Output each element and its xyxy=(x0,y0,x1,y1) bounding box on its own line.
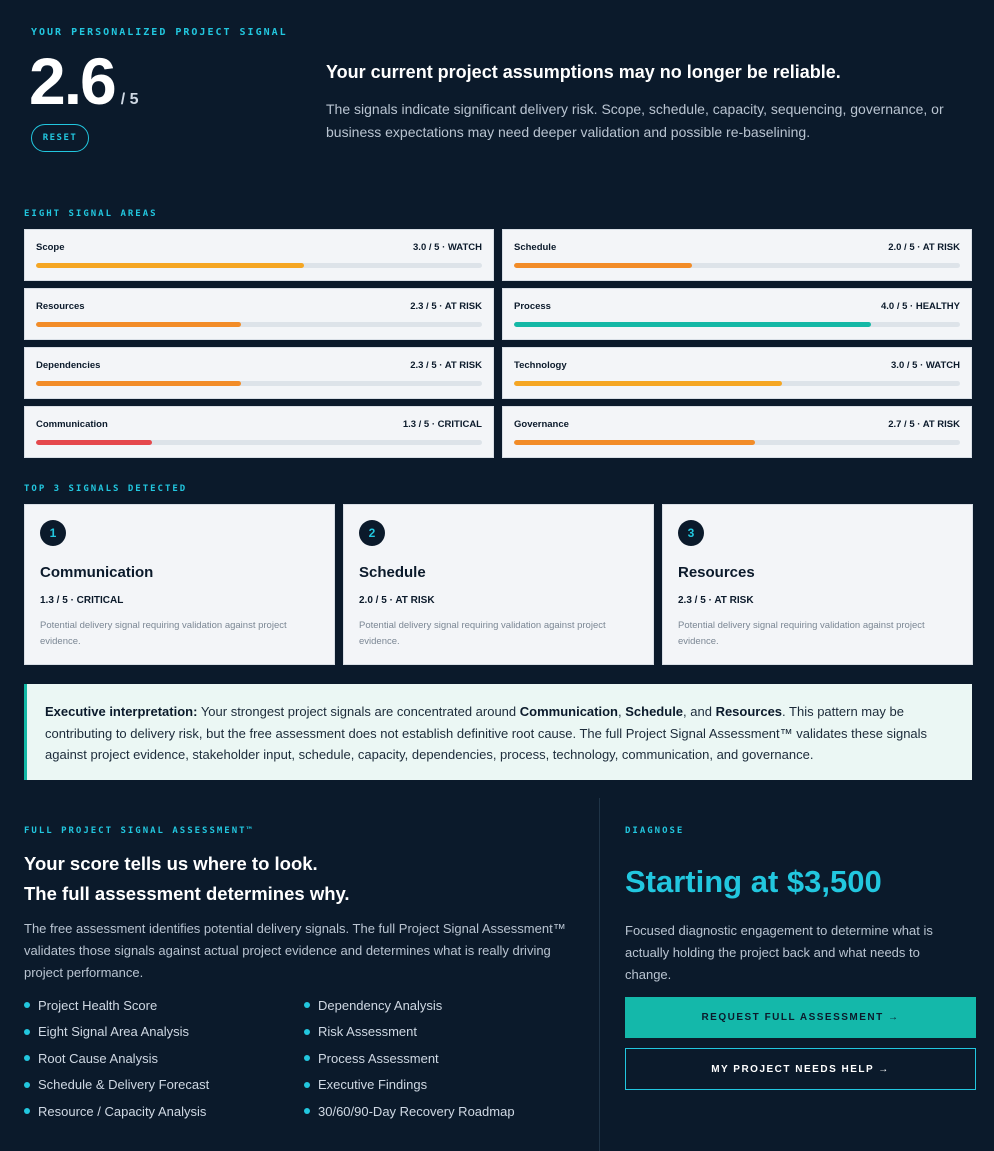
diagnose-label: DIAGNOSE xyxy=(625,826,685,836)
exec-signal: Schedule xyxy=(625,704,684,719)
signal-bar-track xyxy=(514,322,960,327)
rank-badge: 2 xyxy=(359,520,385,546)
signal-area-status: 2.3 / 5 · AT RISK xyxy=(410,301,482,312)
signal-area-header xyxy=(514,242,960,253)
top-signal-description: Potential delivery signal requiring validation against project evidence. xyxy=(678,620,925,647)
feature-label: Root Cause Analysis xyxy=(38,1050,158,1066)
feature-item xyxy=(304,1076,584,1094)
signal-bar-track xyxy=(514,381,960,386)
signal-area-name: Resources xyxy=(36,301,85,312)
signal-area-name: Scope xyxy=(36,242,65,253)
bullet-dot-icon xyxy=(304,1082,310,1088)
signal-bar-track xyxy=(36,440,482,445)
bullet-dot-icon xyxy=(304,1002,310,1008)
feature-label: Dependency Analysis xyxy=(318,997,443,1013)
bullet-dot-icon xyxy=(304,1055,310,1061)
full-assessment-label: FULL PROJECT SIGNAL ASSESSMENT™ xyxy=(24,826,254,836)
signal-bar-track xyxy=(36,263,482,268)
project-help-button[interactable]: MY PROJECT NEEDS HELP → xyxy=(625,1048,976,1090)
signal-bar-fill xyxy=(514,322,871,327)
signal-bar-fill xyxy=(514,440,755,445)
bullet-dot-icon xyxy=(24,1055,30,1061)
top-signal-name: Schedule xyxy=(359,564,426,581)
bullet-dot-icon xyxy=(24,1108,30,1114)
full-assessment-description: The free assessment identifies potential delivery signals. The full Project Signal Assessment™ validates those signals against actual project evidence and determines what is really driving project performance. xyxy=(24,921,566,980)
top-signals-label: TOP 3 SIGNALS DETECTED xyxy=(24,484,188,494)
exec-text: Your strongest project signals are concentrated around xyxy=(197,704,520,719)
hero-label: YOUR PERSONALIZED PROJECT SIGNAL xyxy=(31,27,288,38)
signal-area-name: Communication xyxy=(36,419,108,430)
exec-sep: , and xyxy=(683,704,716,719)
feature-label: 30/60/90-Day Recovery Roadmap xyxy=(318,1103,515,1119)
signal-area-card xyxy=(24,406,494,458)
feature-list xyxy=(24,996,584,1120)
top-signal-name: Resources xyxy=(678,564,755,581)
top-signal-score: 2.3 / 5 · AT RISK xyxy=(678,595,754,606)
bullet-dot-icon xyxy=(24,1082,30,1088)
title-line: The full assessment determines why. xyxy=(24,883,350,904)
signal-area-card xyxy=(24,229,494,281)
signal-bar-track xyxy=(514,440,960,445)
feature-label: Resource / Capacity Analysis xyxy=(38,1103,207,1119)
score-max: / 5 xyxy=(120,91,139,108)
signal-bar-fill xyxy=(36,440,152,445)
rank-badge: 3 xyxy=(678,520,704,546)
signal-area-header xyxy=(36,301,482,312)
feature-label: Eight Signal Area Analysis xyxy=(38,1024,190,1039)
reset-button[interactable]: RESET xyxy=(31,124,89,152)
feature-label: Schedule & Delivery Forecast xyxy=(38,1077,210,1092)
feature-item xyxy=(304,1049,584,1067)
top-signal-score: 2.0 / 5 · AT RISK xyxy=(359,595,435,606)
feature-item xyxy=(24,1076,304,1094)
signal-bar-fill xyxy=(36,381,241,386)
signal-area-header xyxy=(514,301,960,312)
signal-bar-track xyxy=(36,381,482,386)
feature-item xyxy=(304,1023,584,1041)
bullet-dot-icon xyxy=(304,1029,310,1035)
signal-area-status: 2.0 / 5 · AT RISK xyxy=(888,242,960,253)
signal-area-header xyxy=(36,419,482,430)
feature-label: Risk Assessment xyxy=(318,1024,417,1039)
top-signal-card xyxy=(343,504,654,665)
section-divider xyxy=(599,798,600,1151)
signal-area-header xyxy=(36,242,482,253)
signal-area-card xyxy=(502,347,972,399)
top-signals-grid xyxy=(24,504,972,665)
signal-area-name: Schedule xyxy=(514,242,557,253)
exec-lead: Executive interpretation: xyxy=(45,704,198,719)
signal-bar-track xyxy=(36,322,482,327)
feature-label: Project Health Score xyxy=(38,997,158,1013)
top-signal-name: Communication xyxy=(40,564,154,581)
hero-title: Your current project assumptions may no longer be reliable. xyxy=(326,62,841,82)
signal-area-status: 2.7 / 5 · AT RISK xyxy=(888,419,960,430)
top-signal-score: 1.3 / 5 · CRITICAL xyxy=(40,595,124,606)
signal-area-card xyxy=(502,288,972,340)
rank-badge: 1 xyxy=(40,520,66,546)
signal-area-status: 3.0 / 5 · WATCH xyxy=(891,360,960,371)
top-signal-card xyxy=(662,504,973,665)
signal-area-name: Process xyxy=(514,301,551,312)
top-signal-description: Potential delivery signal requiring validation against project evidence. xyxy=(359,620,606,647)
feature-item xyxy=(304,996,584,1014)
signal-area-header xyxy=(514,360,960,371)
feature-label: Process Assessment xyxy=(318,1050,439,1066)
signal-area-card xyxy=(24,288,494,340)
exec-sep: , xyxy=(618,704,626,719)
signal-area-status: 4.0 / 5 · HEALTHY xyxy=(880,301,960,312)
feature-item xyxy=(24,996,304,1014)
signal-area-status: 3.0 / 5 · WATCH xyxy=(413,242,482,253)
bullet-dot-icon xyxy=(24,1029,30,1035)
signal-area-name: Dependencies xyxy=(36,360,101,371)
request-assessment-button[interactable]: REQUEST FULL ASSESSMENT → xyxy=(625,997,976,1038)
full-assessment-title xyxy=(24,849,350,909)
bullet-dot-icon xyxy=(24,1002,30,1008)
feature-item xyxy=(24,1049,304,1067)
signal-areas-grid xyxy=(24,229,972,458)
price: Starting at $3,500 xyxy=(625,864,882,899)
signal-area-name: Governance xyxy=(514,419,569,430)
signal-bar-fill xyxy=(514,381,782,386)
signal-bar-fill xyxy=(514,263,692,268)
exec-signal: Resources xyxy=(715,704,783,719)
signal-area-header xyxy=(514,419,960,430)
signal-area-status: 2.3 / 5 · AT RISK xyxy=(410,360,482,371)
signal-areas-label: EIGHT SIGNAL AREAS xyxy=(24,209,158,219)
signal-area-header xyxy=(36,360,482,371)
hero-description: The signals indicate significant delivery risk. Scope, schedule, capacity, sequencing, governance, or business expectations may need deeper validation and possible re-baselining. xyxy=(326,101,944,140)
signal-bar-fill xyxy=(36,263,304,268)
feature-item xyxy=(24,1102,304,1120)
bullet-dot-icon xyxy=(304,1108,310,1114)
exec-text: . This pattern may be contributing to delivery risk, but the free assessment does not establish definitive root cause. The full Project Signal Assessment™ validates these signals against project evidence, stakeholder input, schedule, capacity, dependencies, process, technology, communication, and governance. xyxy=(45,704,928,762)
feature-item xyxy=(24,1023,304,1041)
signal-area-card xyxy=(24,347,494,399)
title-line: Your score tells us where to look. xyxy=(24,853,318,874)
signal-area-card xyxy=(502,406,972,458)
signal-area-card xyxy=(502,229,972,281)
signal-bar-track xyxy=(514,263,960,268)
feature-item xyxy=(304,1102,584,1120)
exec-signal: Communication xyxy=(519,704,618,719)
executive-interpretation xyxy=(24,684,972,780)
signal-area-status: 1.3 / 5 · CRITICAL xyxy=(402,419,482,430)
top-signal-card xyxy=(24,504,335,665)
top-signal-description: Potential delivery signal requiring validation against project evidence. xyxy=(40,620,287,647)
signal-bar-fill xyxy=(36,322,241,327)
score-display xyxy=(29,44,139,118)
diagnose-description: Focused diagnostic engagement to determine what is actually holding the project back and what needs to change. xyxy=(625,923,933,982)
signal-area-name: Technology xyxy=(514,360,567,371)
score-value: 2.6 xyxy=(29,44,115,118)
feature-label: Executive Findings xyxy=(318,1077,428,1092)
